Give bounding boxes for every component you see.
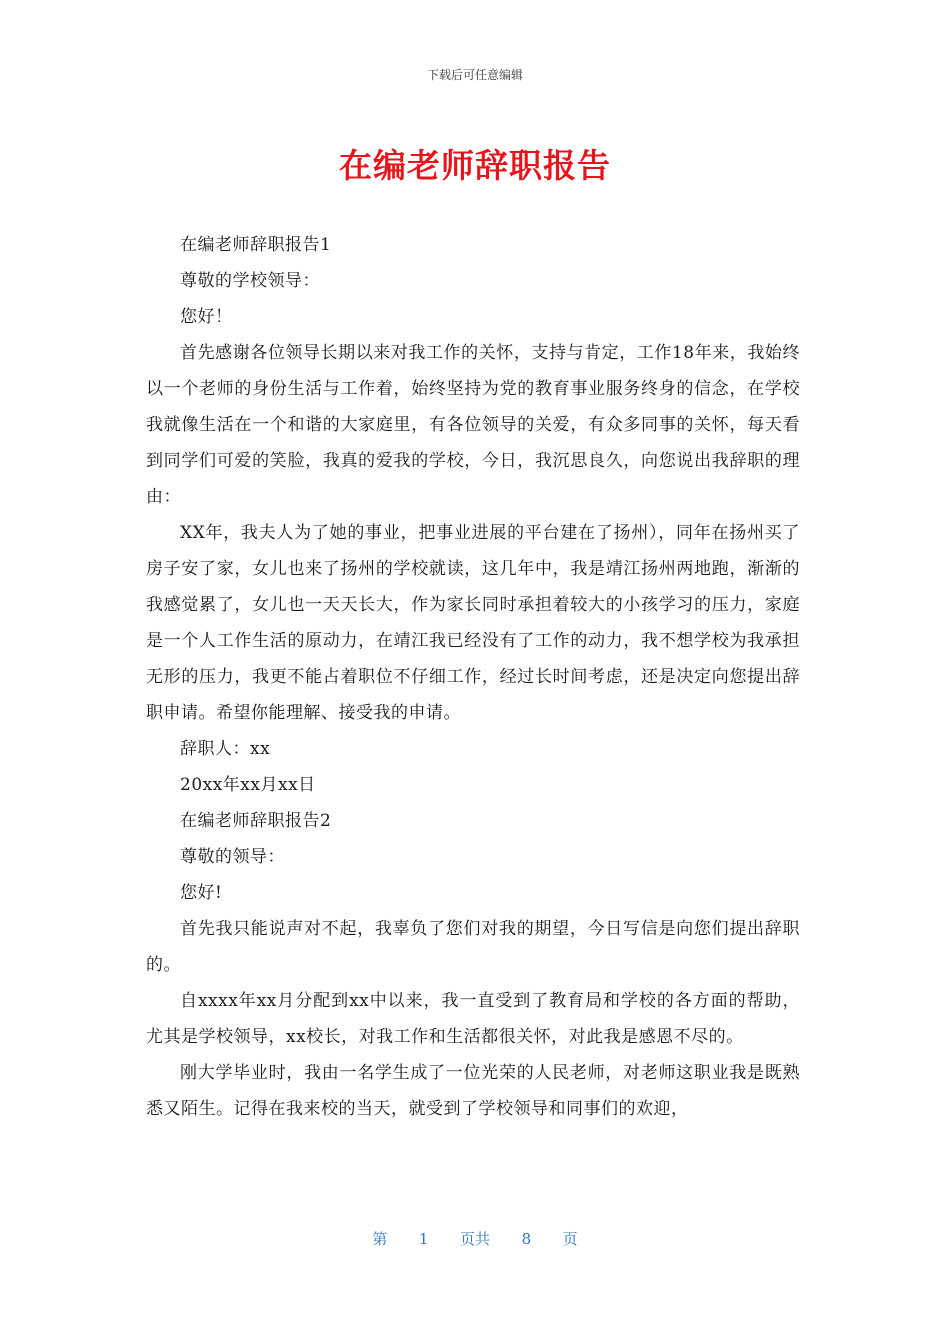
paragraph: 在编老师辞职报告2 (180, 811, 332, 831)
paragraph: 您好！ (180, 307, 233, 327)
footer-total-pages: 8 (521, 1230, 532, 1248)
footer-page-number: 1 (418, 1230, 429, 1248)
paragraph: 在编老师辞职报告1 (180, 235, 332, 255)
footer-middle: 页共 (459, 1230, 490, 1248)
paragraph: 自xxxx年xx月分配到xx中以来，我一直受到了教育局和学校的各方面的帮助，尤其是学校领导，xx校长，对我工作和生活都很关怀，对此我是感恩不尽的。 (146, 991, 800, 1047)
paragraph: 刚大学毕业时，我由一名学生成了一位光荣的人民老师，对老师这职业我是既熟悉又陌生。记得在我来校的当天，就受到了学校领导和同事们的欢迎， (146, 1063, 800, 1119)
header-note: 下载后可任意编辑 (426, 68, 523, 82)
page-footer (0, 1228, 950, 1249)
paragraph: 尊敬的学校领导： (180, 271, 320, 291)
paragraph: 尊敬的领导： (180, 847, 285, 867)
paragraph: XX年，我夫人为了她的事业，把事业进展的平台建在了扬州），同年在扬州买了房子安了家，女儿也来了扬州的学校就读，这几年中，我是靖江扬州两地跑，渐渐的我感觉累了，女儿也一天天长大，作为家长同时承担着较大的小孩学习的压力，家庭是一个人工作生活的原动力，在靖江我已经没有了工作的动力，我不想学校为我承担无形的压力，我更不能占着职位不仔细工作，经过长时间考虑，还是决定向您提出辞职申请。希望你能理解、接受我的申请。 (146, 523, 800, 723)
document-title: 在编老师辞职报告 (339, 146, 611, 185)
footer-suffix: 页 (562, 1230, 578, 1248)
paragraph: 您好! (180, 883, 223, 903)
paragraph: 20xx年xx月xx日 (180, 775, 316, 795)
paragraph: 辞职人：xx (180, 739, 271, 759)
paragraph: 首先我只能说声对不起，我辜负了您们对我的期望，今日写信是向您们提出辞职的。 (146, 919, 800, 975)
document-body (146, 227, 800, 1127)
paragraph: 首先感谢各位领导长期以来对我工作的关怀，支持与肯定，工作18年来，我始终以一个老师的身份生活与工作着，始终坚持为党的教育事业服务终身的信念，在学校我就像生活在一个和谐的大家庭里，有各位领导的关爱，有众多同事的关怀，每天看到同学们可爱的笑脸，我真的爱我的学校，今日，我沉思良久，向您说出我辞职的理由： (146, 343, 800, 507)
footer-prefix: 第 (372, 1230, 388, 1248)
